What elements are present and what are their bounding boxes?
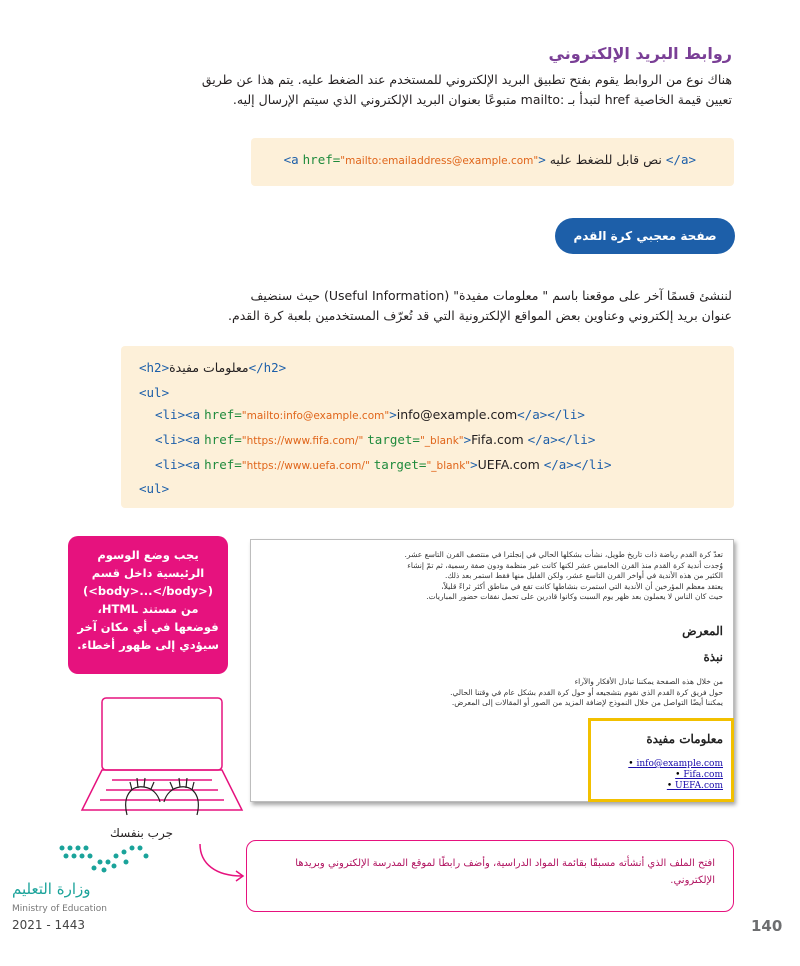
code-attr: target= <box>367 432 420 447</box>
code-tag: <a <box>283 152 299 167</box>
code-text: معلومات مفيدة <box>169 360 249 375</box>
code-tag: </a> <box>665 152 696 167</box>
code-tag: <li> <box>155 407 186 422</box>
preview-text: وُجدت أندية كرة القدم منذ القرن الخامس عشر لكنها كانت غير منظمة ودون صفة رسمية، ثم تمّ إنشاء <box>407 560 723 570</box>
preview-text: من خلال هذه الصفحة يمكننا تبادل الأفكار والآراء <box>574 677 723 686</box>
code-attr: href= <box>204 457 242 472</box>
preview-text: الكثير من هذه الأندية في أواخر القرن التاسع عشر، ولكن القليل منها فقط استمر بعد ذلك. <box>444 571 723 580</box>
academic-year: 2021 - 1443 <box>12 918 86 932</box>
code-tag: <a <box>185 457 201 472</box>
code-tag: <li> <box>155 432 186 447</box>
code-tag: </a> <box>527 432 558 447</box>
intro-paragraph <box>112 70 732 110</box>
code-line-ul-close <box>139 481 169 496</box>
mailto-code-line <box>284 152 696 167</box>
code-line-li-3 <box>155 457 611 472</box>
mailto-code-block <box>251 138 734 186</box>
code-text: UEFA.com <box>477 457 544 472</box>
tip-line-4: من مستند HTML، <box>97 602 199 616</box>
code-value: "mailto:info@example.com" <box>241 410 390 422</box>
code-attr: href= <box>204 407 242 422</box>
code-attr: href= <box>302 152 341 167</box>
preview-heading-gallery: المعرض <box>682 624 723 638</box>
code-value: "mailto:emailaddress@example.com" <box>340 155 539 167</box>
tip-line-1: يجب وضع الوسوم <box>97 548 199 562</box>
tip-line-3: (<body>...</body>) <box>82 584 214 598</box>
typing-laptop-icon <box>72 690 252 830</box>
code-attr: target= <box>373 457 427 472</box>
code-tag: </li> <box>573 457 612 472</box>
code-tag: > <box>470 457 478 472</box>
code-tag: <li> <box>155 457 186 472</box>
code-value: "https://www.uefa.com/" <box>241 460 370 472</box>
code-text: Fifa.com <box>471 432 528 447</box>
tip-line-2: الرئيسية داخل قسم <box>91 566 205 580</box>
code-tag: </li> <box>557 432 596 447</box>
code-tag: <a <box>185 407 201 422</box>
page-number: 140 <box>751 917 783 935</box>
code-tag: </a> <box>517 407 548 422</box>
useful-info-code-block <box>121 346 734 508</box>
tip-note <box>68 536 228 674</box>
preview-text: حول فريق كرة القدم الذي نقوم بتشجيعه أو حول كرة القدم بشكل عام في وقتنا الحالي. <box>450 687 723 697</box>
code-tag: </a> <box>543 457 574 472</box>
code-attr: href= <box>204 432 242 447</box>
preview-link-fifa[interactable]: Fifa.com • <box>628 770 723 781</box>
code-tag: <ul> <box>139 481 170 496</box>
code-tag: > <box>463 432 472 447</box>
tip-line-6: سيؤدي إلى ظهور أخطاء. <box>77 638 219 652</box>
code-text: info@example.com <box>396 407 518 422</box>
ministry-logo-icon <box>56 842 152 876</box>
code-tag: </h2> <box>248 360 287 375</box>
code-tag: <ul> <box>139 385 170 400</box>
section-pill-heading: صفحة معجبي كرة القدم <box>555 218 735 254</box>
code-tag: > <box>389 407 397 422</box>
preview-text: يمكننا أيضًا التواصل من خلال النموذج لإضافة المزيد من الصور أو المقالات إلى المعرض. <box>451 698 723 707</box>
try-yourself-label: جرب بنفسك <box>110 826 173 840</box>
highlight-frame <box>588 718 734 802</box>
preview-paragraph-2 <box>263 677 723 709</box>
preview-heading-about: نبذة <box>703 650 723 664</box>
preview-text: يعتقد معظم المؤرخين أن الأندية التي استمرت بنشاطها كانت تقع في مناطق أكثر ثراءً قليلاً، <box>441 581 723 591</box>
section-title: روابط البريد الإلكتروني <box>548 44 732 63</box>
code-text: نص قابل للضغط عليه <box>545 152 666 167</box>
code-line-ul-open <box>139 385 169 400</box>
preview-heading-useful: معلومات مفيدة <box>646 732 723 746</box>
tip-line-5: فوضعها في أي مكان آخر <box>77 620 219 634</box>
preview-text: تعدّ كرة القدم رياضة ذات تاريخ طويل، نشأت بشكلها الحالي في إنجلترا في منتصف القرن التاسع عشر. <box>404 550 723 559</box>
preview-paragraph-1 <box>263 550 723 603</box>
try-task-box: افتح الملف الذي أنشأته مسبقًا بقائمة المواد الدراسية، وأضف رابطًا لموقع المدرسة الإلكتروني وبريدها الإلكتروني. <box>246 840 734 912</box>
code-line-li-1 <box>155 407 585 422</box>
ministry-name-english: Ministry of Education <box>12 904 107 914</box>
intro-line-2: تعيين قيمة الخاصية href لتبدأ بـ :mailto متبوعًا بعنوان البريد الإلكتروني الذي سيتم الإرسال إليه. <box>232 92 732 107</box>
arrow-icon <box>196 840 248 882</box>
code-value: "_blank" <box>419 435 464 447</box>
intro-line-1: هناك نوع من الروابط يقوم بفتح تطبيق البريد الإلكتروني للمستخدم عند الضغط عليه. يتم هذا عن طريق <box>201 72 732 87</box>
preview-link-email[interactable]: info@example.com • <box>628 759 723 770</box>
code-tag: </li> <box>547 407 585 422</box>
preview-link-uefa[interactable]: UEFA.com • <box>628 781 723 792</box>
ministry-name-arabic: وزارة التعليم <box>12 880 91 898</box>
code-value: "_blank" <box>426 460 471 472</box>
code-line-h2 <box>139 360 286 375</box>
code-tag: <a <box>185 432 201 447</box>
code-tag: > <box>538 152 546 167</box>
useful-info-paragraph <box>112 286 732 326</box>
preview-text: حيث كان الناس لا يعملون بعد ظهر يوم السبت وكانوا قادرين على تحمل نفقات حضور المباريات. <box>426 592 723 601</box>
para2-line-1: لننشئ قسمًا آخر على موقعنا باسم " معلومات مفيدة" (Useful Information) حيث سنضيف <box>250 288 732 303</box>
code-tag: <h2> <box>139 360 170 375</box>
code-value: "https://www.fifa.com/" <box>241 435 364 447</box>
para2-line-2: عنوان بريد إلكتروني وعناوين بعض المواقع الإلكترونية التي قد تُعرّف المستخدمين بلعبة كرة القدم. <box>228 308 732 323</box>
code-line-li-2 <box>155 432 595 447</box>
